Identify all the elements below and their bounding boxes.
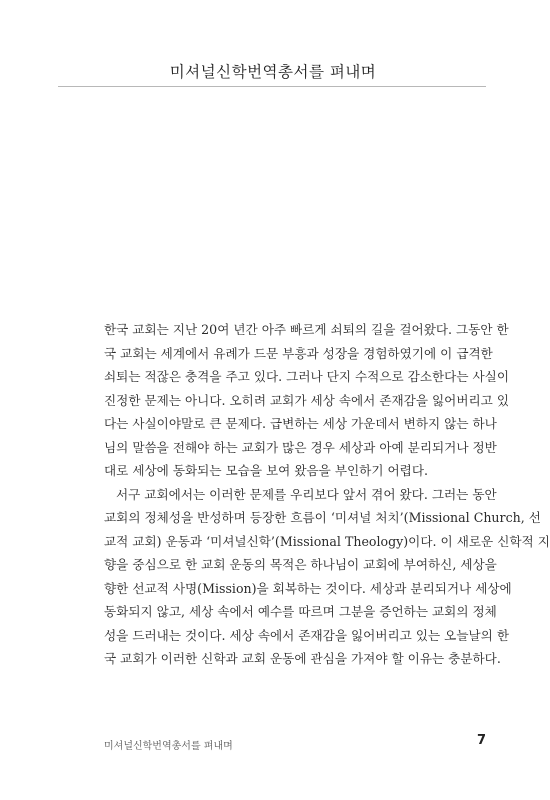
running-footer-title: 미셔널신학번역총서를 펴내며 xyxy=(104,741,233,752)
text-line: 동화되지 않고, 세상 속에서 예수를 따르며 그분을 증언하는 교회의 정체 xyxy=(104,604,497,619)
page-number: 7 xyxy=(476,733,486,748)
text-line: 서구 교회에서는 이러한 문제를 우리보다 앞서 겪어 왔다. 그러는 동안 xyxy=(116,486,497,502)
text-line: 진정한 문제는 아니다. 오히려 교회가 세상 속에서 존재감을 잃어버리고 있 xyxy=(104,392,509,408)
preface-body xyxy=(104,318,550,671)
text-line: 쇠퇴는 적잖은 충격을 주고 있다. 그러나 단지 수적으로 감소한다는 사실이 xyxy=(104,369,509,384)
text-line: 교회의 정체성을 반성하며 등장한 흐름이 ‘미셔널 처치’(Missional Church, 선 xyxy=(104,510,541,525)
text-line: 향을 중심으로 한 교회 운동의 목적은 하나님이 교회에 부여하신, 세상을 xyxy=(104,557,497,572)
paragraph-2 xyxy=(104,483,550,671)
paragraph-1 xyxy=(104,318,509,483)
text-line: 교적 교회) 운동과 ‘미셔널신학’(Missional Theology)이다. 이 새로운 신학적 지 xyxy=(104,533,550,549)
text-line: 성을 드러내는 것이다. 세상 속에서 존재감을 잃어버리고 있는 오늘날의 한 xyxy=(104,627,509,643)
text-line: 국 교회가 이러한 신학과 교회 운동에 관심을 가져야 할 이유는 충분하다. xyxy=(104,651,501,666)
text-line: 한국 교회는 지난 20여 년간 아주 빠르게 쇠퇴의 길을 걸어왔다. 그동안 한 xyxy=(104,322,509,337)
text-line: 대로 세상에 동화되는 모습을 보여 왔음을 부인하기 어렵다. xyxy=(104,463,428,478)
header-divider xyxy=(58,86,486,87)
text-line: 님의 말씀을 전해야 하는 교회가 많은 경우 세상과 아예 분리되거나 정반 xyxy=(104,439,497,455)
running-header-title: 미셔널신학번역총서를 펴내며 xyxy=(169,63,377,81)
text-line: 향한 선교적 사명(Mission)을 회복하는 것이다. 세상과 분리되거나 세상에 xyxy=(104,580,512,596)
text-line: 국 교회는 세계에서 유례가 드문 부흥과 성장을 경험하였기에 이 급격한 xyxy=(104,345,493,361)
text-line: 다는 사실이야말로 큰 문제다. 급변하는 세상 가운데서 변하지 않는 하나 xyxy=(104,416,497,431)
